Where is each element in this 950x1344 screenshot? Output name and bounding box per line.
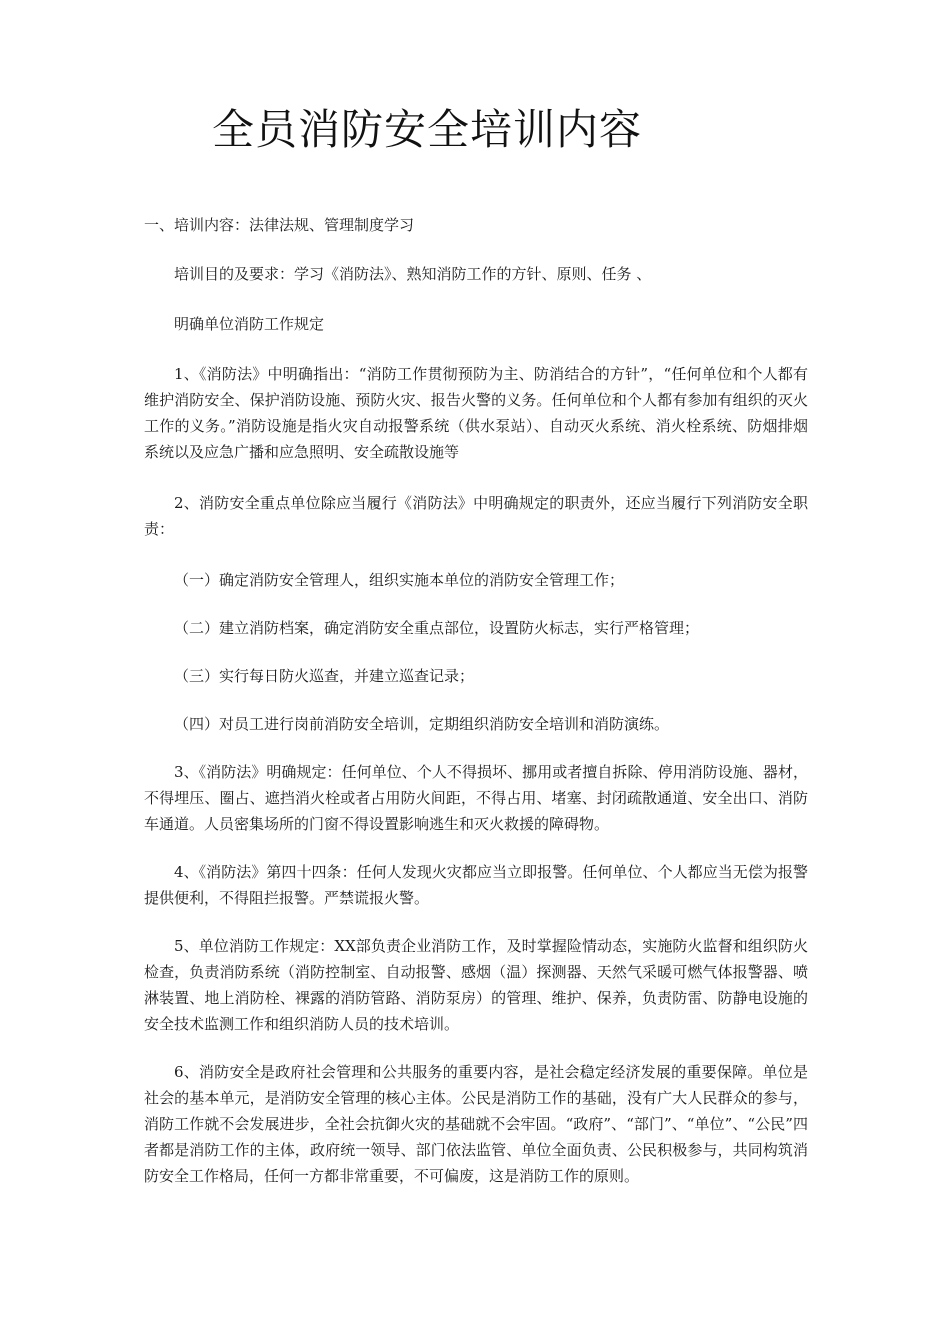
- duty-2: （二）建立消防档案，确定消防安全重点部位，设置防火标志，实行严格管理；: [174, 619, 700, 637]
- document-title: 全员消防安全培训内容: [212, 105, 643, 154]
- training-purpose-line-1: 培训目的及要求：学习《消防法》、熟知消防工作的方针、原则、任务 、: [174, 265, 652, 283]
- training-purpose-line-2: 明确单位消防工作规定: [174, 315, 325, 333]
- item-3-paragraph: 3、《消防法》明确规定：任何单位、个人不得损坏、挪用或者擅自拆除、停用消防设施、器材，不得埋压、圈占、遮挡消火栓或者占用防火间距，不得占用、堵塞、封闭疏散通道、安全出口、消防车通道。人员密集场所的门窗不得设置影响逃生和灭火救援的障碍物。: [144, 763, 808, 833]
- item-2-paragraph: 2、消防安全重点单位除应当履行《消防法》中明确规定的职责外，还应当履行下列消防安全职责：: [144, 494, 808, 538]
- duty-4: （四）对员工进行岗前消防安全培训，定期组织消防安全培训和消防演练。: [174, 715, 670, 733]
- section-heading: 一、培训内容：法律法规、管理制度学习: [144, 216, 415, 234]
- item-6-paragraph: 6、消防安全是政府社会管理和公共服务的重要内容，是社会稳定经济发展的重要保障。单位是社会的基本单元，是消防安全管理的核心主体。公民是消防工作的基础，没有广大人民群众的参与，消防工作就不会发展进步，全社会抗御火灾的基础就不会牢固。“政府”、“部门”、“单位”、“公民”四者都是消防工作的主体，政府统一领导、部门依法监管、单位全面负责、公民积极参与，共同构筑消防安全工作格局，任何一方都非常重要，不可偏废，这是消防工作的原则。: [144, 1063, 808, 1185]
- item-1-paragraph: 1、《消防法》中明确指出：“消防工作贯彻预防为主、防消结合的方针”，“任何单位和个人都有维护消防安全、保护消防设施、预防火灾、报告火警的义务。任何单位和个人都有参加有组织的灭火工作的义务。”消防设施是指火灾自动报警系统（供水泵站）、自动灭火系统、消火栓系统、防烟排烟系统以及应急广播和应急照明、安全疏散设施等: [144, 365, 808, 461]
- duty-3: （三）实行每日防火巡查，并建立巡查记录；: [174, 667, 475, 685]
- duty-1: （一）确定消防安全管理人，组织实施本单位的消防安全管理工作；: [174, 571, 625, 589]
- item-4-paragraph: 4、《消防法》第四十四条：任何人发现火灾都应当立即报警。任何单位、个人都应当无偿为报警提供便利，不得阻拦报警。严禁谎报火警。: [144, 863, 808, 907]
- item-5-paragraph: 5、单位消防工作规定：XX部负责企业消防工作，及时掌握险情动态，实施防火监督和组织防火检查，负责消防系统（消防控制室、自动报警、感烟（温）探测器、天然气采暖可燃气体报警器、喷淋装置、地上消防栓、裸露的消防管路、消防泵房）的管理、维护、保养，负责防雷、防静电设施的安全技术监测工作和组织消防人员的技术培训。: [144, 937, 808, 1033]
- document-body: [144, 212, 808, 1189]
